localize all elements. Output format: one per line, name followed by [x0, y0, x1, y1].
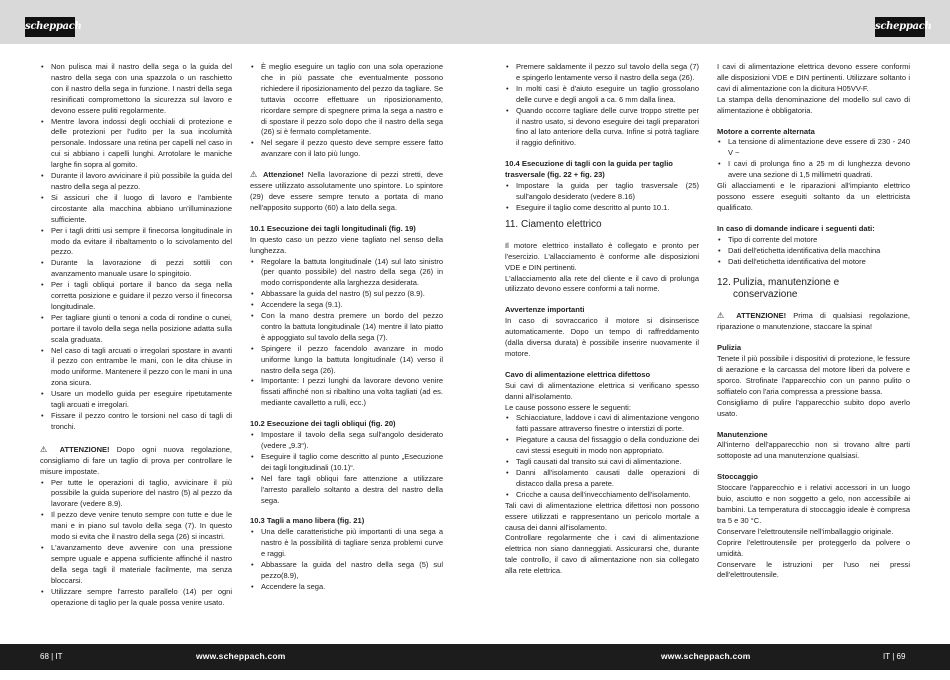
list-item: • Per i tagli obliqui portare il banco da sega nella corretta posizione e guidare il pezzo verso il finecorsa longitudinale. [40, 280, 232, 313]
list-item: • Impostare il tavolo della sega sull'angolo desiderato (vedere „9.3“). [250, 430, 443, 452]
freehand-cut-list [250, 527, 443, 592]
list-item: • Durante il lavoro avvicinare il più possibile la guida del nastro della sega al pezzo. [40, 171, 232, 193]
rip-cut-list [250, 257, 443, 410]
list-item: • Quando occorre tagliare delle curve troppo strette per il nastro usato, si devono eseguire dei tagli preparatori fino al lato anteriore della curva. Infine si potrà tagliare il raggio definitivo. [505, 106, 699, 150]
section-heading: 10.2 Esecuzione dei tagli obliqui (fig. 20) [250, 419, 396, 429]
cutting-list [40, 478, 232, 609]
warning-paragraph: ⚠ ATTENZIONE! Prima di qualsiasi regolazione, riparazione o manutenzione, staccare la spina! [717, 311, 911, 332]
list-item: • Il pezzo deve venire tenuto sempre con tutte e due le mani e in piano sul tavolo della sega (7). In questo modo si evita che il nastro della sega (26) si incastri. [40, 510, 232, 543]
list-item: • Con la mano destra premere un bordo del pezzo contro la battuta longitudinale (14) mentre il lato piatto è appoggiato sul tavolo della sega (7). [250, 311, 443, 344]
section-heading: In caso di domande indicare i seguenti dati: [717, 223, 875, 233]
page-number-left: 68 | IT [40, 652, 63, 661]
warning-paragraph: ⚠ ATTENZIONE! Dopo ogni nuova regolazione, consigliamo di fare un taglio di prova per controllare le misure impostate. [40, 444, 232, 476]
paragraph: Il motore elettrico installato è collegato e pronto per l'esercizio. L'allacciamento è conforme alle disposizioni VDE e DIN pertinenti. [505, 240, 699, 272]
paragraph: Gli allacciamenti e le riparazioni all'impianto elettrico possono essere eseguiti soltanto da un elettricista qualificato. [717, 181, 910, 212]
list-item: • Regolare la battuta longitudinale (14) sul lato sinistro (per quanto possibile) del nastro della sega (26) in modo corrispondente alla larghezza desiderata. [250, 257, 443, 290]
list-item: • È meglio eseguire un taglio con una sola operazione che in più passate che eventualmente possono richiedere il riposizionamento del pezzo da tagliare. Se tuttavia occorre effettuare un riposizionamento, ricordare sempre di spegnere prima la sega a nastro e di spostare il pezzo solo dopo che il nastro della sega (26) si è fermato completamente. [250, 62, 443, 138]
query-data-list [717, 235, 910, 268]
list-item: • Nel fare tagli obliqui fare attenzione a utilizzare l'arresto parallelo soltanto a destra del nastro della sega. [250, 474, 443, 507]
cable-damage-list [505, 413, 699, 500]
list-item: • Impostare la guida per taglio trasversale (25) sull'angolo desiderato (vedere 8.16) [505, 181, 699, 203]
warning-paragraph: ⚠ Attenzione! Nella lavorazione di pezzi stretti, deve essere utilizzato assolutamente uno spintore. Lo spintore (29) deve essere sempre tenuto a portata di mano nell'apposito supporto (60) a lato della sega. [250, 170, 444, 212]
section-heading: 10.3 Tagli a mano libera (fig. 21) [250, 516, 365, 526]
brand-logo-left: scheppach [25, 17, 75, 37]
paragraph: Le cause possono essere le seguenti: [505, 402, 631, 412]
list-item: • Tagli causati dal transito sui cavi di alimentazione. [505, 457, 699, 468]
paragraph: L'allacciamento alla rete del cliente e il cavo di prolunga utilizzato devono essere conformi a tali norme. [505, 273, 699, 294]
list-item: • Cricche a causa dell'invecchiamento dell'isolamento. [505, 490, 699, 501]
list-item: • Premere saldamente il pezzo sul tavolo della sega (7) e spingerlo lentamente verso il nastro della sega (26). [505, 62, 699, 84]
list-item: • Piegature a causa del fissaggio o della conduzione dei cavi stessi eseguiti in modo non appropriato. [505, 435, 699, 457]
cross-cut-list [505, 181, 699, 214]
list-item: • I cavi di prolunga fino a 25 m di lunghezza devono avere una sezione di 1,5 millimetri quadrati. [717, 159, 910, 181]
list-item: • Non pulisca mai il nastro della sega o la guida del nastro della sega con una spazzola o un raschietto con il nastro della sega in funzione. I nastri della sega resinificati compromettono la sicurezza sul lavoro e devono essere puliti regolarmente. [40, 62, 232, 117]
list-item: • Dati dell'etichetta identificativa del motore [717, 257, 910, 268]
paragraph: Tenete il più possibile i dispositivi di protezione, le fessure di aerazione e la carcassa del motore liberi da polvere e sporco. Strofinate l'apparecchio con un panno pulito o soffiatelo con l'aria compressa a pressione bassa. [717, 354, 910, 396]
list-item: • La tensione di alimentazione deve essere di 230 - 240 V ~ [717, 137, 910, 159]
section-heading: 10.4 Esecuzione di tagli con la guida per taglio trasversale (fig. 22 + fig. 23) [505, 159, 673, 180]
list-item: • In molti casi è d'aiuto eseguire un taglio grossolano delle curve e degli angoli a ca. 6 mm dalla linea. [505, 84, 699, 106]
list-item: • Per tagliare giunti o tenoni a coda di rondine o cunei, portare il tavolo della sega nella posizione adatta sulla scala graduata. [40, 313, 232, 346]
paragraph: Tali cavi di alimentazione elettrica difettosi non possono essere utilizzati e rappresentano un pericolo mortale a causa dei danni all'isolamento. [505, 500, 699, 532]
section-heading: Pulizia [717, 343, 742, 353]
list-item: • Accendere la sega. [250, 582, 443, 593]
column-4 [717, 62, 910, 581]
paragraph: Stoccare l'apparecchio e i relativi accessori in un luogo buio, asciutto e non soggetto a gelo, non accessibile ai bambini. La temperatura di stoccaggio ideale è compresa tra 5 e 30 °C. [717, 483, 910, 525]
footer-bar [0, 644, 950, 670]
list-item: • Fissare il pezzo contro le torsioni nel caso di tagli di tronchi. [40, 411, 232, 433]
paragraph: All'interno dell'apparecchio non si trovano altre parti sottoposte ad una manutenzione qualsiasi. [717, 440, 910, 461]
list-item: • L'avanzamento deve avvenire con una pressione sempre uguale e appena sufficiente affinché il nastro della sega tagli il materiale facilmente, ma senza bloccarsi. [40, 543, 232, 587]
list-item: • Schiacciature, laddove i cavi di alimentazione vengono fatti passare attraverso finestre o interstizi di porte. [505, 413, 699, 435]
warning-triangle-icon: ⚠ [40, 444, 53, 454]
list-item: • Eseguire il taglio come descritto al punto „Esecuzione dei tagli longitudinali (10.1)“. [250, 452, 443, 474]
website-link-left[interactable]: www.scheppach.com [196, 651, 286, 661]
list-item: • Per i tagli dritti usi sempre il finecorsa longitudinale in modo da evitare il ribaltamento o lo scivolamento del pezzo. [40, 226, 232, 259]
list-item: • Mentre lavora indossi degli occhiali di protezione e delle protezioni per l'udito per la sua incolumità personale. Indossare una retina per capelli nel caso in cui si abbiano i capelli lunghi. Arrotolare le maniche larghe fin sopra al gomito. [40, 117, 232, 172]
section-heading: Cavo di alimentazione elettrica difettoso [505, 369, 651, 379]
list-item: • Abbassare la guida del nastro (5) sul pezzo (8.9). [250, 289, 443, 300]
list-item: • Nel segare il pezzo questo deve sempre essere fatto avanzare con il lato più lungo. [250, 138, 443, 160]
list-item: • Si assicuri che il luogo di lavoro e l'ambiente circostante alla macchina abbiano un'illuminazione sufficiente. [40, 193, 232, 226]
safety-list [40, 62, 232, 433]
paragraph: In caso di sovraccarico il motore si disinserisce automaticamente. Dopo un tempo di raffreddamento (dalla diversa durata) è possibile inserire nuovamente il motore. [505, 316, 699, 358]
paragraph: Consigliamo di pulire l'apparecchio subito dopo averlo usato. [717, 397, 910, 418]
paragraph: Controllare regolarmente che i cavi di alimentazione elettrica non siano danneggiati. Assicurarsi che, durante tale controllo, il cavo di alimentazione non sia collegato alla rete elettrica. [505, 533, 699, 576]
paragraph: I cavi di alimentazione elettrica devono essere conformi alle disposizioni VDE e DIN pertinenti. Utilizzare soltanto i cavi di alimentazione con la dicitura H05VV-F. [717, 62, 910, 93]
column-1 [40, 62, 232, 608]
section-heading: Motore a corrente alternata [717, 126, 815, 136]
top-bar [0, 0, 950, 44]
ac-motor-list [717, 137, 910, 181]
paragraph: Sui cavi di alimentazione elettrica si verificano spesso danni all'isolamento. [505, 380, 699, 401]
list-item: • Usare un modello guida per eseguire ripetutamente tagli arcuati e irregolari. [40, 389, 232, 411]
list-item: • Per tutte le operazioni di taglio, avvicinare il più possibile la guida superiore del nastro (5) al pezzo da lavorare (vedere 8.9). [40, 478, 232, 511]
list-item: • Accendere la sega (9.1). [250, 300, 443, 311]
freehand-cut-list-cont [505, 62, 699, 149]
chapter-heading: 12. Pulizia, manutenzione e conservazione [717, 277, 840, 301]
list-item: • Abbassare la guida del nastro della sega (5) sul pezzo(8.9), [250, 560, 443, 582]
list-item: • Nel caso di tagli arcuati o irregolari spostare in avanti il pezzo con entrambe le mani, con le dita chiuse in modo uniforme. Mantenere il pezzo con le mani in una zona sicura. [40, 346, 232, 390]
bevel-cut-list [250, 430, 443, 506]
section-heading: Manutenzione [717, 429, 768, 439]
list-item: • Utilizzare sempre l'arresto parallelo (14) per ogni operazione di taglio per la quale possa venire usato. [40, 587, 232, 609]
chapter-heading: 11. Ciamento elettrico [505, 218, 602, 230]
paragraph: Conservare l'elettroutensile nell'imballaggio originale. [717, 526, 894, 536]
list-item: • Danni all'isolamento causati dalle operazioni di distacco dalla presa a parete. [505, 468, 699, 490]
section-heading: Stoccaggio [717, 472, 758, 482]
website-link-right[interactable]: www.scheppach.com [661, 651, 751, 661]
list-item: • Importante: I pezzi lunghi da lavorare devono venire fissati affinché non si ribaltino una volta tagliati (ad es. mediante cavalletto a rulli, ecc.) [250, 376, 443, 409]
list-item: • Eseguire il taglio come descritto al punto 10.1. [505, 203, 699, 214]
column-2 [250, 62, 443, 593]
paragraph: Conservare le istruzioni per l'uso nei pressi dell'elettroutensile. [717, 559, 910, 580]
page-number-right: IT | 69 [883, 652, 906, 661]
warning-triangle-icon: ⚠ [250, 170, 260, 180]
brand-logo-right: scheppach [875, 17, 925, 37]
paragraph: La stampa della denominazione del modello sul cavo di alimentazione è obbligatoria. [717, 94, 910, 115]
list-item: • Spingere il pezzo facendolo avanzare in modo uniforme lungo la battuta longitudinale (14) verso il nastro della sega (26). [250, 344, 443, 377]
paragraph: Coprire l'elettroutensile per proteggerlo da polvere o umidità. [717, 537, 910, 558]
list-item: • Tipo di corrente del motore [717, 235, 910, 246]
column-3 [505, 62, 699, 577]
warning-triangle-icon: ⚠ [717, 311, 730, 321]
cutting-list-cont [250, 62, 443, 160]
paragraph: In questo caso un pezzo viene tagliato nel senso della lunghezza. [250, 234, 443, 255]
list-item: • Dati dell'etichetta identificativa della macchina [717, 246, 910, 257]
section-heading: Avvertenze importanti [505, 305, 585, 315]
list-item: • Una delle caratteristiche più importanti di una sega a nastro è la possibilità di tagliare senza problemi curve e raggi. [250, 527, 443, 560]
list-item: • Durante la lavorazione di pezzi sottili con avanzamento manuale usare lo spingitoio. [40, 258, 232, 280]
section-heading: 10.1 Esecuzione dei tagli longitudinali (fig. 19) [250, 223, 416, 233]
